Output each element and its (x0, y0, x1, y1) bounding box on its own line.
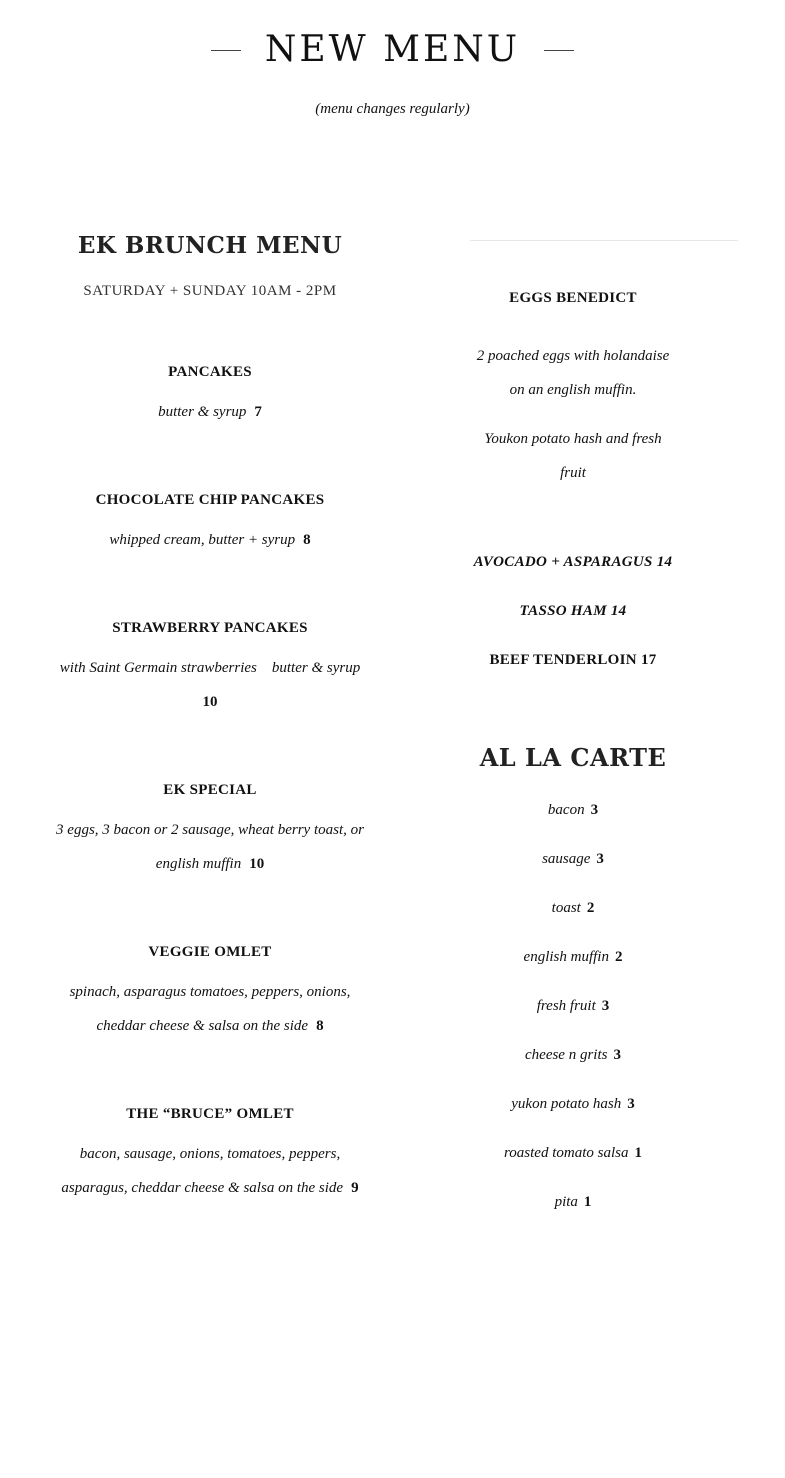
item-name: english muffin (523, 949, 609, 965)
alacarte-item (470, 1094, 676, 1114)
alacarte-section (470, 743, 676, 772)
alacarte-item (470, 849, 676, 869)
item-description: butter & syrup 7 (158, 404, 262, 420)
benedict-sides: Youkon potato hash and fresh fruit (484, 431, 662, 481)
benedict-section (470, 290, 676, 490)
brunch-column (50, 232, 370, 1205)
item-price: 3 (590, 802, 599, 818)
item-name: yukon potato hash (511, 1096, 622, 1112)
benedict-description: 2 poached eggs with holandaise on an english muffin. (476, 348, 670, 398)
item-price: 8 (316, 1018, 324, 1034)
benedict-option: AVOCADO + ASPARAGUS 14 (473, 554, 673, 570)
item-name: EK SPECIAL (163, 782, 257, 798)
item-price: 1 (583, 1194, 592, 1210)
item-name: toast (551, 900, 581, 916)
item-name: roasted tomato salsa (504, 1145, 629, 1161)
menu-item (50, 1106, 370, 1205)
item-name: cheese n grits (525, 1047, 608, 1063)
left-dash (211, 50, 241, 51)
item-description: spinach, asparagus tomatoes, peppers, onions, cheddar cheese & salsa on the side 8 (69, 984, 351, 1034)
item-description: whipped cream, butter + syrup 8 (109, 532, 311, 548)
item-price: 3 (613, 1047, 621, 1063)
item-name: PANCAKES (168, 364, 252, 380)
item-description: bacon, sausage, onions, tomatoes, peppers, asparagus, cheddar cheese & salsa on the side 9 (61, 1146, 359, 1196)
item-name: bacon (547, 802, 585, 818)
item-price: 3 (601, 998, 610, 1014)
alacarte-item (470, 947, 676, 967)
item-price: 2 (614, 949, 623, 965)
item-description: with Saint Germain strawberries butter & syrup 10 (59, 660, 361, 710)
menu-item (50, 620, 370, 719)
item-price: 2 (586, 900, 595, 916)
right-dash (544, 50, 574, 51)
benedict-title: EGGS BENEDICT (509, 290, 637, 306)
item-price: 1 (634, 1145, 642, 1161)
item-name: THE “BRUCE” OMLET (126, 1106, 294, 1122)
alacarte-item (470, 1192, 676, 1212)
item-name: fresh fruit (536, 998, 596, 1014)
page-title: NEW MENU (264, 29, 521, 70)
item-description: 3 eggs, 3 bacon or 2 sausage, wheat berry toast, or english muffin 10 (56, 822, 364, 872)
menu-item (50, 782, 370, 881)
column-divider (470, 240, 738, 241)
item-price: 3 (596, 851, 604, 867)
item-name: CHOCOLATE CHIP PANCAKES (95, 492, 325, 508)
brunch-hours: SATURDAY + SUNDAY 10AM - 2PM (83, 283, 337, 299)
item-name: pita (554, 1194, 578, 1210)
alacarte-title: AL LA CARTE (479, 743, 667, 772)
item-price: 9 (351, 1180, 359, 1196)
alacarte-item (470, 1045, 676, 1065)
alacarte-item (470, 898, 676, 918)
item-name: sausage (542, 851, 591, 867)
item-price: 10 (202, 694, 218, 710)
menu-item (50, 492, 370, 557)
header-row (0, 30, 785, 70)
item-name: STRAWBERRY PANCAKES (112, 620, 308, 636)
benedict-option: TASSO HAM 14 (519, 603, 627, 619)
menu-item (50, 364, 370, 429)
brunch-title: EK BRUNCH MENU (77, 232, 343, 259)
item-price: 7 (254, 404, 262, 420)
item-name: VEGGIE OMLET (148, 944, 272, 960)
page-subtitle: (menu changes regularly) (315, 101, 470, 117)
benedict-option: BEEF TENDERLOIN 17 (489, 652, 657, 668)
page-header (0, 30, 785, 118)
alacarte-item (470, 800, 676, 820)
alacarte-item (470, 996, 676, 1016)
alacarte-item (470, 1143, 676, 1163)
item-price: 10 (249, 856, 265, 872)
item-price: 8 (303, 532, 311, 548)
item-price: 3 (627, 1096, 635, 1112)
menu-item (50, 944, 370, 1043)
